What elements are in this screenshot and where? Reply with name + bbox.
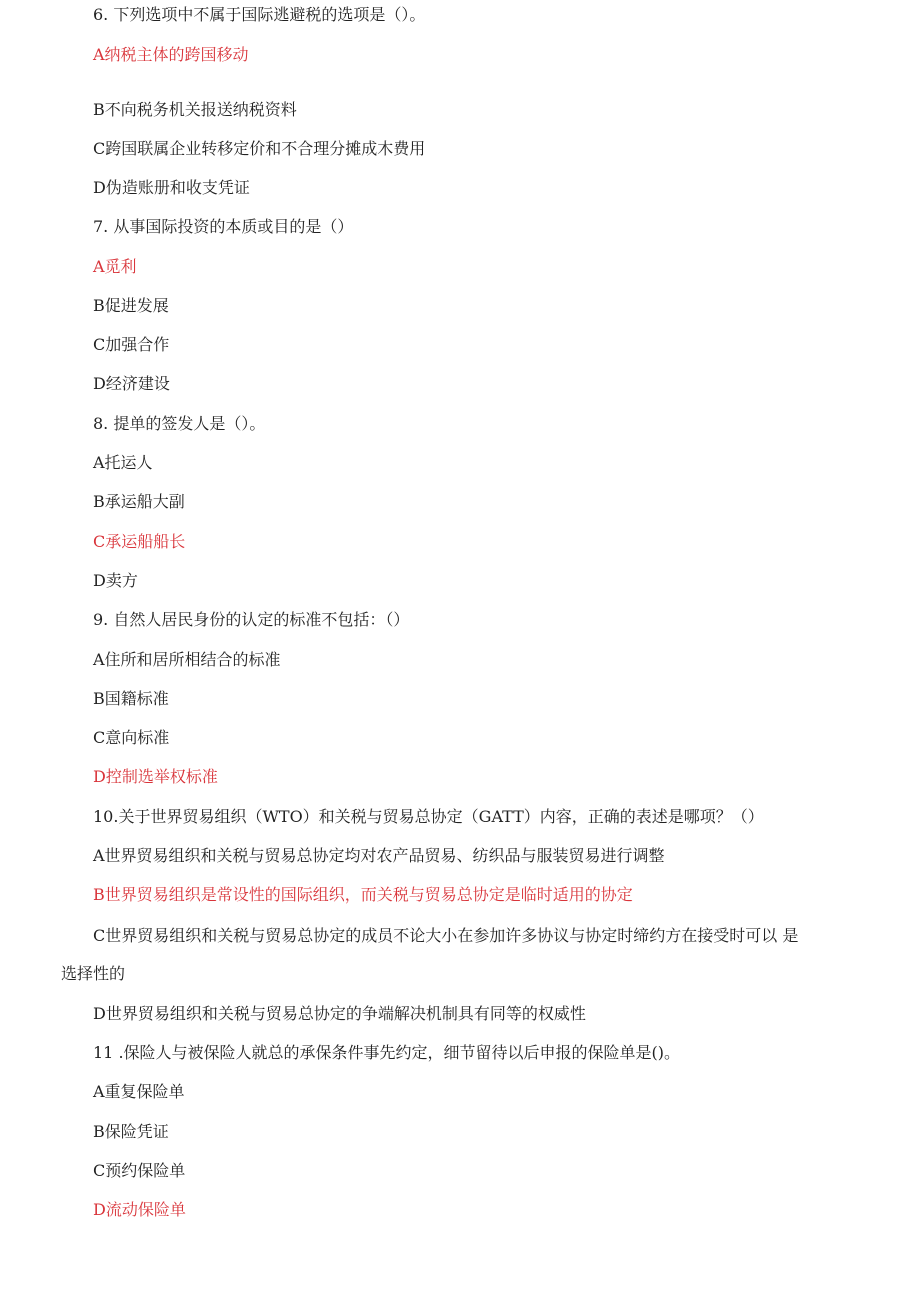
question-7-option-c: C加强合作 bbox=[93, 335, 170, 354]
question-11-option-b: B保险凭证 bbox=[93, 1122, 169, 1141]
question-10-option-c: C世界贸易组织和关税与贸易总协定的成员不论大小在参加许多协议与协定时缔约方在接受时可以 是 bbox=[93, 926, 799, 945]
question-7-stem: 7. 从事国际投资的本质或目的是（） bbox=[93, 217, 354, 236]
question-8-option-d: D卖方 bbox=[93, 571, 138, 590]
question-11-stem: 11 .保险人与被保险人就总的承保条件事先约定，细节留待以后申报的保险单是()。 bbox=[93, 1043, 681, 1062]
question-8-option-c: C承运船船长 bbox=[93, 532, 186, 551]
question-8-stem: 8. 提单的签发人是（）。 bbox=[93, 414, 266, 433]
question-10-option-a: A世界贸易组织和关税与贸易总协定均对农产品贸易、纺织品与服装贸易进行调整 bbox=[93, 846, 665, 865]
question-6-option-b: B不向税务机关报送纳税资料 bbox=[93, 100, 297, 119]
question-6-option-c: C跨国联属企业转移定价和不合理分摊成木费用 bbox=[93, 139, 426, 158]
question-8-option-a: A托运人 bbox=[93, 453, 153, 472]
question-9-option-d: D控制选举权标准 bbox=[93, 767, 218, 786]
question-9-option-b: B国籍标准 bbox=[93, 689, 169, 708]
question-8-option-b: B承运船大副 bbox=[93, 492, 185, 511]
question-10-option-b: B世界贸易组织是常设性的国际组织，而关税与贸易总协定是临时适用的协定 bbox=[93, 885, 633, 904]
question-9-option-a: A住所和居所相结合的标准 bbox=[93, 650, 281, 669]
question-7-option-b: B促进发展 bbox=[93, 296, 169, 315]
question-9-stem: 9. 自然人居民身份的认定的标准不包括：（） bbox=[93, 610, 410, 629]
question-9-option-c: C意向标准 bbox=[93, 728, 170, 747]
question-10-stem: 10.关于世界贸易组织（WTO）和关税与贸易总协定（GATT）内容，正确的表述是哪项？（） bbox=[93, 807, 764, 826]
question-7-option-d: D经济建设 bbox=[93, 374, 170, 393]
question-6-option-d: D伪造账册和收支凭证 bbox=[93, 178, 250, 197]
question-11-option-a: A重复保险单 bbox=[93, 1082, 185, 1101]
question-6-stem: 6. 下列选项中不属于国际逃避税的选项是（）。 bbox=[93, 5, 426, 24]
question-7-option-a: A觅利 bbox=[93, 257, 137, 276]
question-11-option-c: C预约保险单 bbox=[93, 1161, 186, 1180]
question-10-option-d: D世界贸易组织和关税与贸易总协定的争端解决机制具有同等的权威性 bbox=[93, 1004, 586, 1023]
question-10-option-c-continued: 选择性的 bbox=[61, 964, 126, 983]
question-11-option-d: D流动保险单 bbox=[93, 1200, 186, 1219]
question-6-option-a: A纳税主体的跨国移动 bbox=[93, 45, 249, 64]
